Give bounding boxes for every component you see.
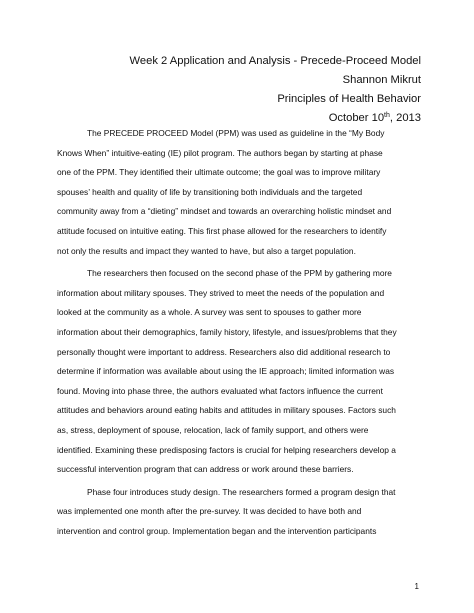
text-line: Knows When” intuitive-eating (IE) pilot program. The authors began by starting at phase	[57, 147, 383, 158]
text-line: attitude focused on intuitive eating. This first phase allowed for the researchers to identify	[57, 225, 387, 236]
date-ordinal-suffix: th	[384, 112, 390, 119]
text-line: one of the PPM. They identified their ultimate outcome; the goal was to improve military	[57, 167, 381, 178]
text-line: The researchers then focused on the second phase of the PPM by gathering more	[87, 268, 392, 279]
paragraph-phases-two-three	[57, 264, 423, 480]
text-line: found. Moving into phase three, the authors evaluated what factors influence the current	[57, 385, 383, 396]
course-name: Principles of Health Behavior	[277, 93, 421, 105]
text-line: The PRECEDE PROCEED Model (PPM) was used as guideline in the “My Body	[87, 128, 385, 138]
date-year: , 2013	[389, 112, 421, 124]
paragraph-phase-four	[57, 483, 423, 542]
text-line: information about their demographics, family history, lifestyle, and issues/problems that they	[57, 326, 397, 337]
text-line: spouses’ health and quality of life by transitioning both individuals and the targeted	[57, 186, 363, 197]
page-number: 1	[414, 582, 419, 591]
author-name: Shannon Mikrut	[342, 74, 421, 86]
paragraph-phase-one	[57, 124, 423, 261]
date-month-day: October 10	[328, 112, 385, 124]
text-line: information about military spouses. They strived to meet the needs of the population and	[57, 287, 385, 298]
text-line: Phase four introduces study design. The researchers formed a program design that	[87, 486, 396, 497]
text-line: attitudes and behaviors around eating habits and attitudes in military spouses. Factors such	[57, 405, 396, 416]
text-line: as, stress, deployment of spouse, relocation, lack of family support, and others were	[57, 424, 369, 435]
text-line: intervention and control group. Implementation began and the intervention participants	[57, 525, 377, 536]
text-line: identified. Examining these predisposing factors is crucial for helping researchers develop a	[57, 444, 396, 455]
text-line: successful intervention program that can address or work around these barriers.	[57, 464, 354, 475]
text-line: not only the results and impact they wanted to have, but also a target population.	[57, 245, 356, 256]
text-line: was implemented one month after the pre-survey. It was decided to have both and	[57, 506, 362, 517]
text-line: determine if information was available about using the IE approach; limited information was	[57, 366, 395, 377]
assignment-title: Week 2 Application and Analysis - Precede-Proceed Model	[129, 55, 421, 67]
text-line: community away from a “dieting” mindset and towards an overarching holistic mindset and	[57, 206, 392, 217]
document-header	[130, 52, 421, 128]
text-line: looked at the community as a whole. A survey was sent to spouses to gather more	[57, 307, 362, 318]
document-body	[57, 124, 423, 541]
text-line: personally thought were important to address. Researchers also did additional research to	[57, 346, 391, 357]
